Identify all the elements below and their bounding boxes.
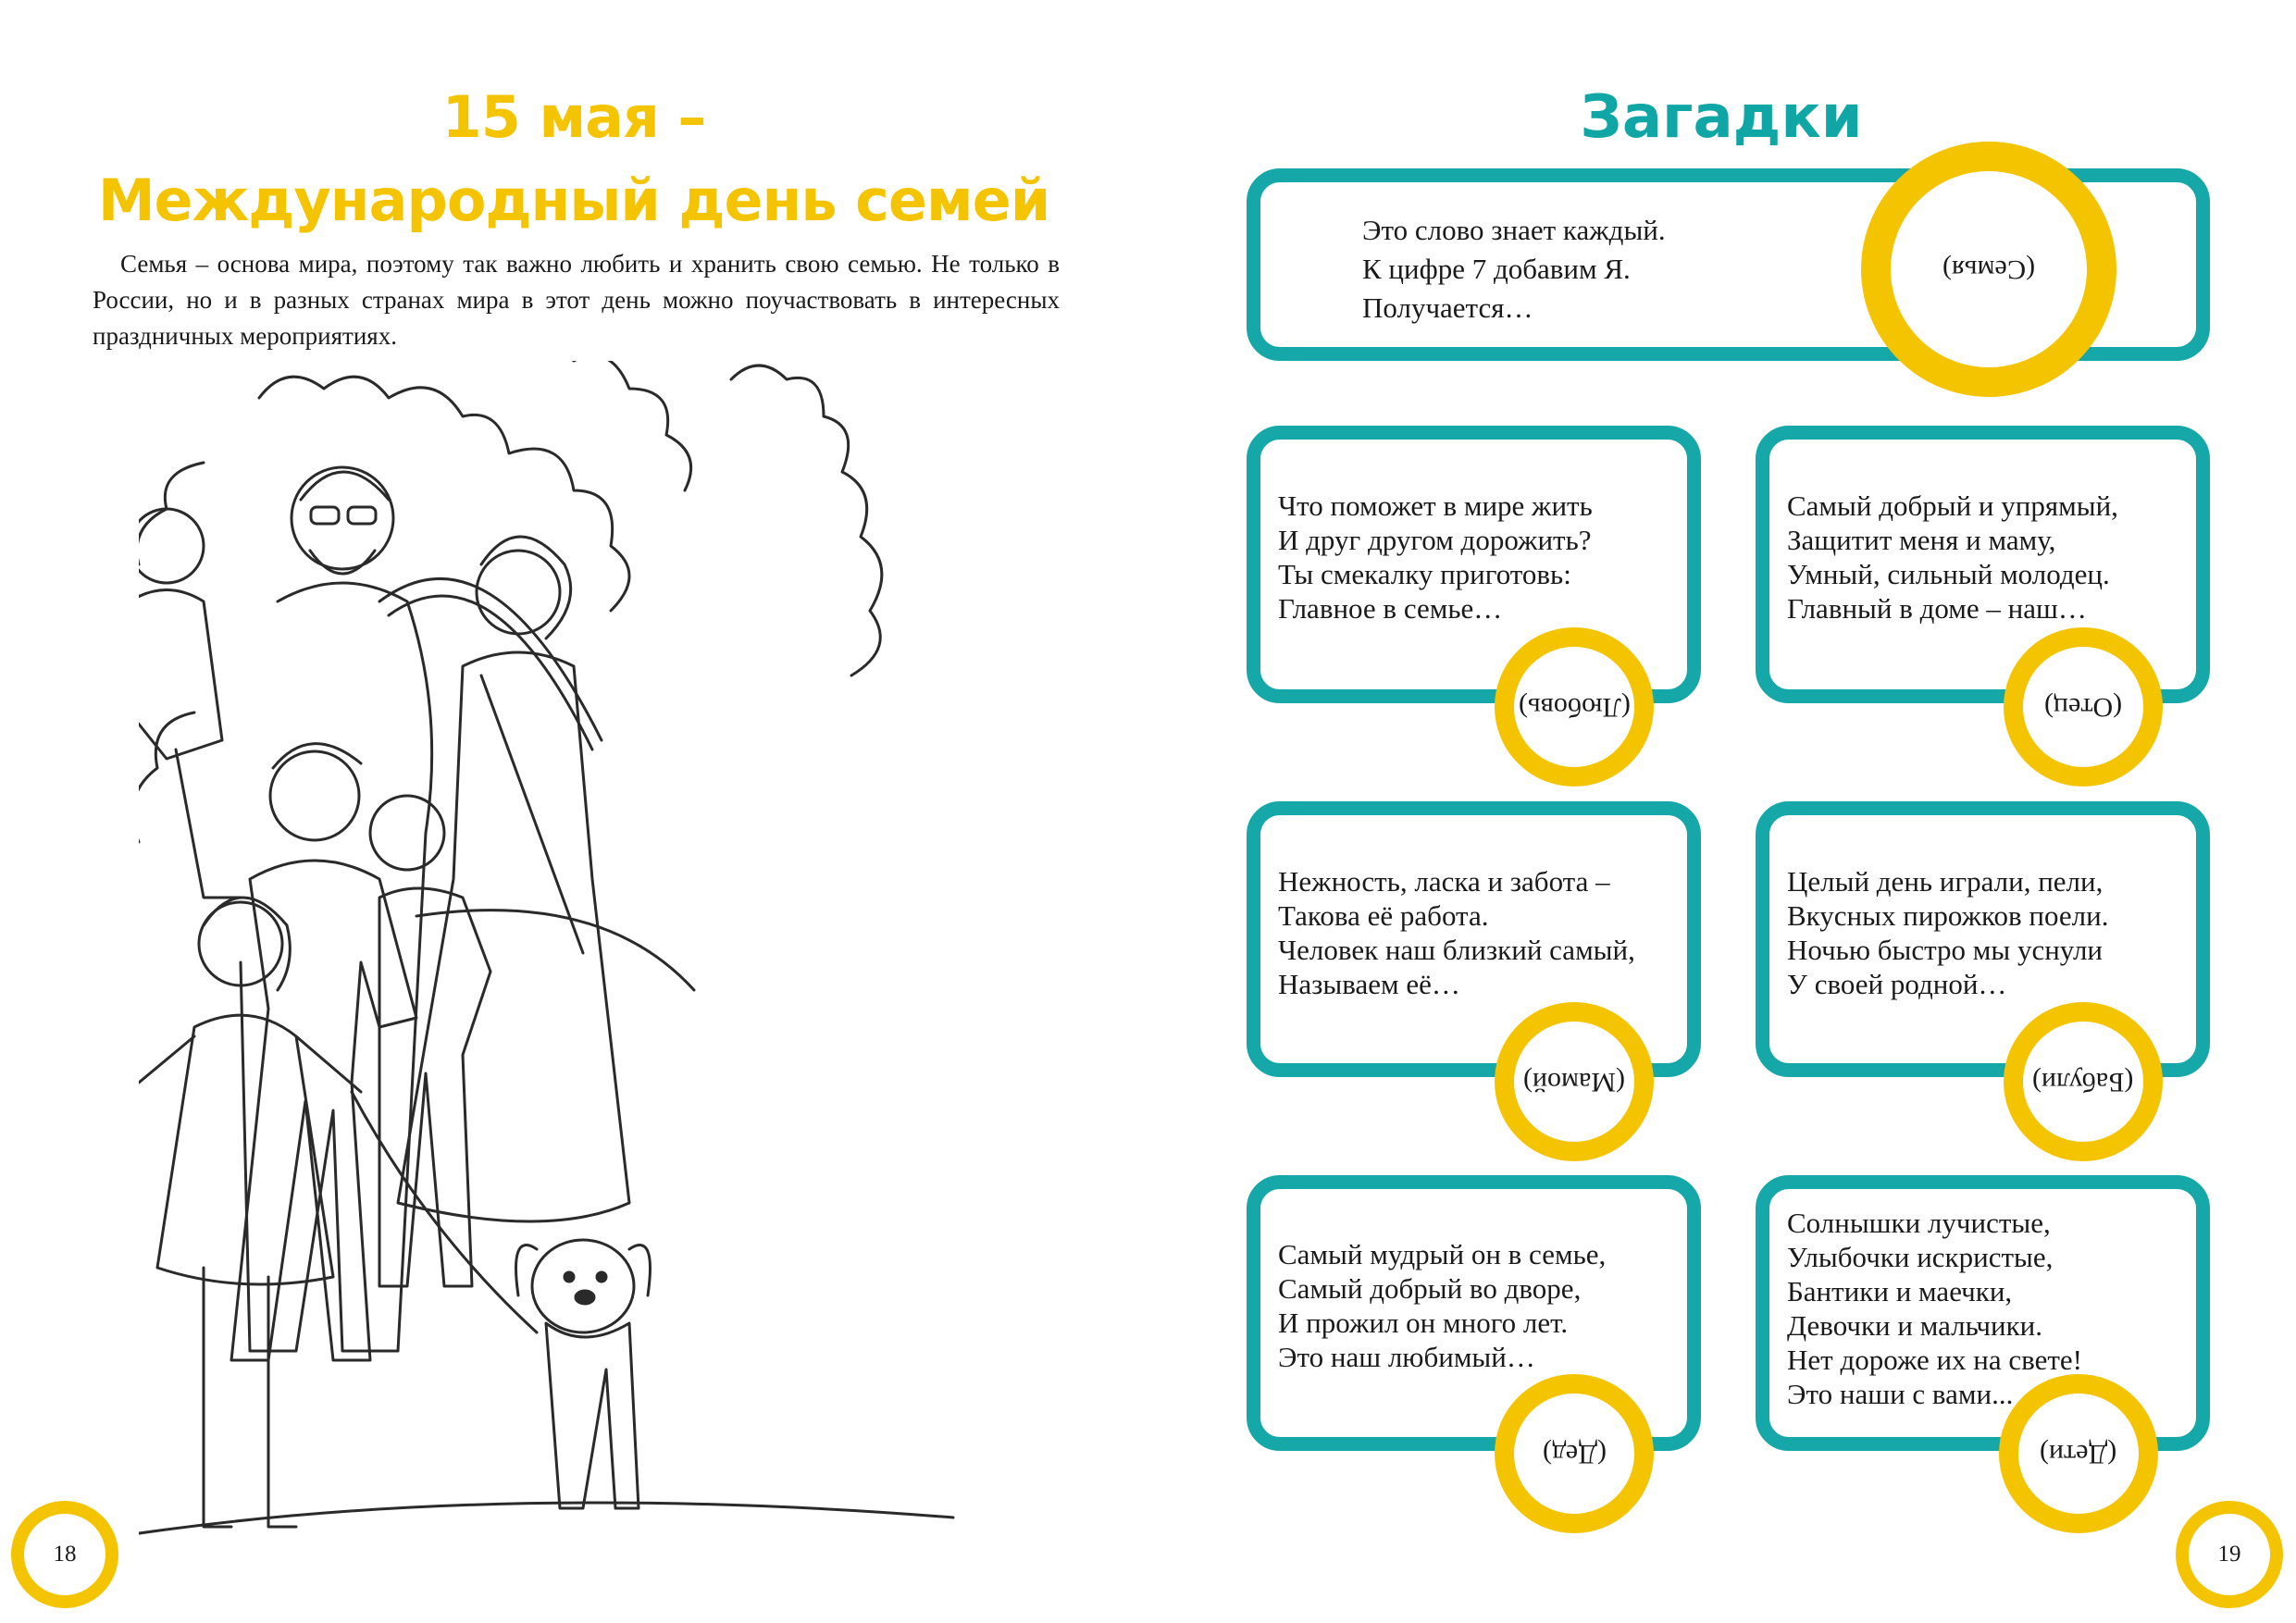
- riddle-text-3: Самый добрый и упрямый, Защитит меня и маму, Умный, сильный молодец. Главный в доме – наш…: [1787, 489, 2118, 625]
- answer-circle-2: [1495, 627, 1654, 787]
- answer-circle-6: [1495, 1374, 1654, 1533]
- riddle-text-1: Это слово знает каждый. К цифре 7 добавим Я. Получается…: [1362, 214, 1666, 324]
- riddle-text-7: Солнышки лучистые, Улыбочки искристые, Бантики и маечки, Девочки и мальчики. Нет дороже их на свете! Это наши с вами...: [1787, 1207, 2083, 1410]
- answer-circle-4: [1495, 1002, 1654, 1161]
- answer-4: (Мамой): [1522, 1067, 1625, 1097]
- answer-6: (Дед): [1542, 1439, 1607, 1469]
- page-number-circle-right: [2176, 1501, 2283, 1608]
- family-illustration: [139, 361, 1027, 1564]
- riddle-text-2: Что поможет в мире жить И друг другом дорожить? Ты смекалку приготовь: Главное в семье…: [1278, 489, 1593, 625]
- answer-circle-5: [2004, 1002, 2163, 1161]
- page-title-left: [0, 76, 1148, 242]
- answer-circle-7: [1999, 1374, 2158, 1533]
- riddle-text-6: Самый мудрый он в семье, Самый добрый во дворе, И прожил он много лет. Это наш любимый…: [1278, 1238, 1607, 1373]
- title-line-2: Международный день семей: [97, 167, 1050, 234]
- answer-5: (Бабули): [2032, 1067, 2134, 1097]
- answer-1: (Семья): [1942, 254, 2036, 285]
- answer-2: (Любовь): [1518, 692, 1631, 723]
- answer-circle-3: [2004, 627, 2163, 787]
- answer-7: (Дети): [2040, 1439, 2117, 1469]
- answer-circle-1: [1861, 142, 2116, 397]
- answer-3: (Отец): [2043, 692, 2123, 723]
- riddle-text-4: Нежность, ласка и забота – Такова её работа. Человек наш близкий самый, Называем её…: [1278, 865, 1635, 1000]
- intro-paragraph: Семья – основа мира, поэтому так важно любить и хранить свою семью. Не только в России, но и в разных странах мира в этот день можно поучаствовать в интересных праздничных мероприятиях.: [93, 250, 1060, 350]
- page-number-right: 19: [2217, 1542, 2241, 1567]
- riddle-text-5: Целый день играли, пели, Вкусных пирожков поели. Ночью быстро мы уснули У своей родной…: [1787, 865, 2109, 1000]
- page-number-circle-left: [11, 1501, 118, 1608]
- title-line-1: 15 мая –: [441, 83, 706, 151]
- page-number-left: 18: [53, 1542, 77, 1567]
- page-title-right: Загадки: [1580, 83, 1863, 152]
